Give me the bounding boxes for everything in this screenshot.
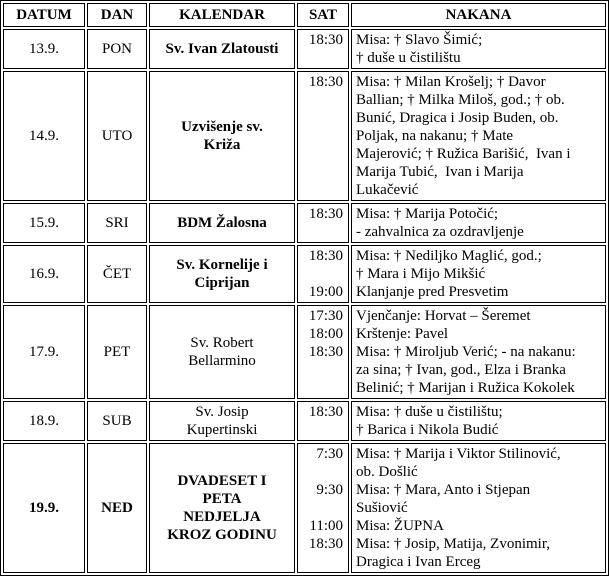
intention-cell xyxy=(351,203,606,243)
intention-line: Misa: † Josip, Matija, Zvonimir, xyxy=(356,536,550,552)
time-line: 18:30 xyxy=(308,32,343,48)
time-line: 18:30 xyxy=(308,536,343,552)
intention-cell xyxy=(351,29,606,69)
schedule-rows xyxy=(3,29,606,573)
calendar-cell xyxy=(149,443,295,573)
time-line: 11:00 xyxy=(309,518,343,534)
table-row xyxy=(3,443,606,573)
intention-line: Ballian; † Milka Miloš, god.; † ob. xyxy=(356,92,565,108)
calendar-line: NEDJELJA xyxy=(183,509,261,525)
intention-cell xyxy=(351,401,606,441)
calendar-line: Uzvišenje sv. xyxy=(181,119,263,135)
table-row xyxy=(3,29,606,69)
intention-cell xyxy=(351,245,606,303)
intention-line: Bunić, Dragica i Josip Buden, ob. xyxy=(356,110,559,126)
date-cell: 16.9. xyxy=(3,245,85,303)
intention-cell xyxy=(351,305,606,399)
calendar-cell xyxy=(149,71,295,201)
intention-line: Dragica i Ivan Erceg xyxy=(356,554,481,570)
calendar-line: PETA xyxy=(202,491,242,507)
time-line xyxy=(302,421,343,439)
day-cell: SRI xyxy=(87,203,147,243)
calendar-line: Križa xyxy=(203,137,241,153)
intention-line: za sina; † Ivan, god., Elza i Branka xyxy=(356,362,566,378)
intention-line: Misa: † Marija Potočić; xyxy=(356,206,499,222)
time-line: 18:30 xyxy=(308,248,343,264)
intention-line: Belinić; † Marijan i Ružica Kokolek xyxy=(356,380,575,396)
calendar-line: Sv. Kornelije i xyxy=(176,257,268,273)
time-line xyxy=(302,181,343,199)
calendar-line: BDM Žalosna xyxy=(177,215,267,231)
col-header-datum: DATUM xyxy=(3,3,85,27)
time-cell xyxy=(297,203,349,243)
intention-line: ob. Došlić xyxy=(356,464,418,480)
table-row xyxy=(3,71,606,201)
intention-cell xyxy=(351,443,606,573)
calendar-cell xyxy=(149,401,295,441)
col-header-dan: DAN xyxy=(87,3,147,27)
time-cell xyxy=(297,401,349,441)
time-line: 18:30 xyxy=(308,74,343,90)
calendar-line: Ciprijan xyxy=(194,275,250,291)
calendar-line: Bellarmino xyxy=(188,353,256,369)
intention-line: - zahvalnica za ozdravljenje xyxy=(356,224,524,240)
header-row xyxy=(3,3,606,27)
table-row xyxy=(3,203,606,243)
table-row xyxy=(3,305,606,399)
col-header-nakana: NAKANA xyxy=(351,3,606,27)
time-line xyxy=(302,223,343,241)
calendar-line: KROZ GODINU xyxy=(167,527,277,543)
intention-line: Marija Tubić, Ivan i Marija xyxy=(356,164,524,180)
intention-line: Krštenje: Pavel xyxy=(356,326,449,342)
day-cell: PET xyxy=(87,305,147,399)
intention-line: Misa: † Nediljko Maglić, god.; xyxy=(356,248,542,264)
time-cell xyxy=(297,305,349,399)
time-line: 18:30 xyxy=(308,344,343,360)
day-cell: SUB xyxy=(87,401,147,441)
time-line xyxy=(302,499,343,517)
calendar-line: Sv. Josip xyxy=(195,404,249,420)
intention-line: † duše u čistilištu xyxy=(356,50,461,66)
day-cell: UTO xyxy=(87,71,147,201)
intention-line: Misa: ŽUPNA xyxy=(356,518,444,534)
col-header-sat: SAT xyxy=(297,3,349,27)
time-line xyxy=(302,379,343,397)
intention-line: Misa: † Milan Krošelj; † Davor xyxy=(356,74,546,90)
time-line xyxy=(302,49,343,67)
time-line: 18:00 xyxy=(308,326,343,342)
time-cell xyxy=(297,245,349,303)
time-line xyxy=(302,463,343,481)
calendar-line: DVADESET I xyxy=(177,473,267,489)
intention-line: Klanjanje pred Presvetim xyxy=(356,284,509,300)
date-cell: 13.9. xyxy=(3,29,85,69)
calendar-cell xyxy=(149,245,295,303)
time-line xyxy=(302,553,343,571)
time-line: 18:30 xyxy=(308,206,343,222)
time-line xyxy=(302,145,343,163)
intention-cell xyxy=(351,71,606,201)
calendar-line: Sv. Ivan Zlatousti xyxy=(165,41,279,57)
intention-line: † Barica i Nikola Budić xyxy=(356,422,499,438)
time-line xyxy=(302,361,343,379)
time-cell xyxy=(297,443,349,573)
date-cell: 19.9. xyxy=(3,443,85,573)
intention-line: † Mara i Mijo Mikšić xyxy=(356,266,486,282)
calendar-cell xyxy=(149,203,295,243)
time-line: 7:30 xyxy=(316,446,343,462)
calendar-cell xyxy=(149,29,295,69)
table-row xyxy=(3,245,606,303)
day-cell: PON xyxy=(87,29,147,69)
date-cell: 15.9. xyxy=(3,203,85,243)
intention-line: Misa: † duše u čistilištu; xyxy=(356,404,503,420)
calendar-line: Kupertinski xyxy=(186,422,258,438)
time-line xyxy=(302,127,343,145)
intention-line: Lukačević xyxy=(356,182,419,198)
time-line xyxy=(302,109,343,127)
intention-line: Majerović; † Ružica Barišić, Ivan i xyxy=(356,146,571,162)
calendar-line: Sv. Robert xyxy=(190,335,254,351)
time-line xyxy=(302,91,343,109)
time-line: 17:30 xyxy=(308,308,343,324)
date-cell: 14.9. xyxy=(3,71,85,201)
date-cell: 18.9. xyxy=(3,401,85,441)
intention-line: Vjenčanje: Horvat – Šeremet xyxy=(356,308,531,324)
date-cell: 17.9. xyxy=(3,305,85,399)
time-line: 9:30 xyxy=(316,482,343,498)
time-line xyxy=(302,163,343,181)
intention-line: Misa: † Miroljub Verić; - na nakanu: xyxy=(356,344,576,360)
time-cell xyxy=(297,71,349,201)
time-line xyxy=(302,265,343,283)
intention-line: Misa: † Slavo Šimić; xyxy=(356,32,483,48)
calendar-cell xyxy=(149,305,295,399)
intention-line: Misa: † Marija i Viktor Stilinović, xyxy=(356,446,561,462)
col-header-kalendar: KALENDAR xyxy=(149,3,295,27)
day-cell: ČET xyxy=(87,245,147,303)
time-line: 18:30 xyxy=(308,404,343,420)
intention-line: Sušiović xyxy=(356,500,408,516)
day-cell: NED xyxy=(87,443,147,573)
time-cell xyxy=(297,29,349,69)
intention-line: Poljak, na nakanu; † Mate xyxy=(356,128,514,144)
table-row xyxy=(3,401,606,441)
intention-line: Misa: † Mara, Anto i Stjepan xyxy=(356,482,531,498)
time-line: 19:00 xyxy=(308,284,343,300)
